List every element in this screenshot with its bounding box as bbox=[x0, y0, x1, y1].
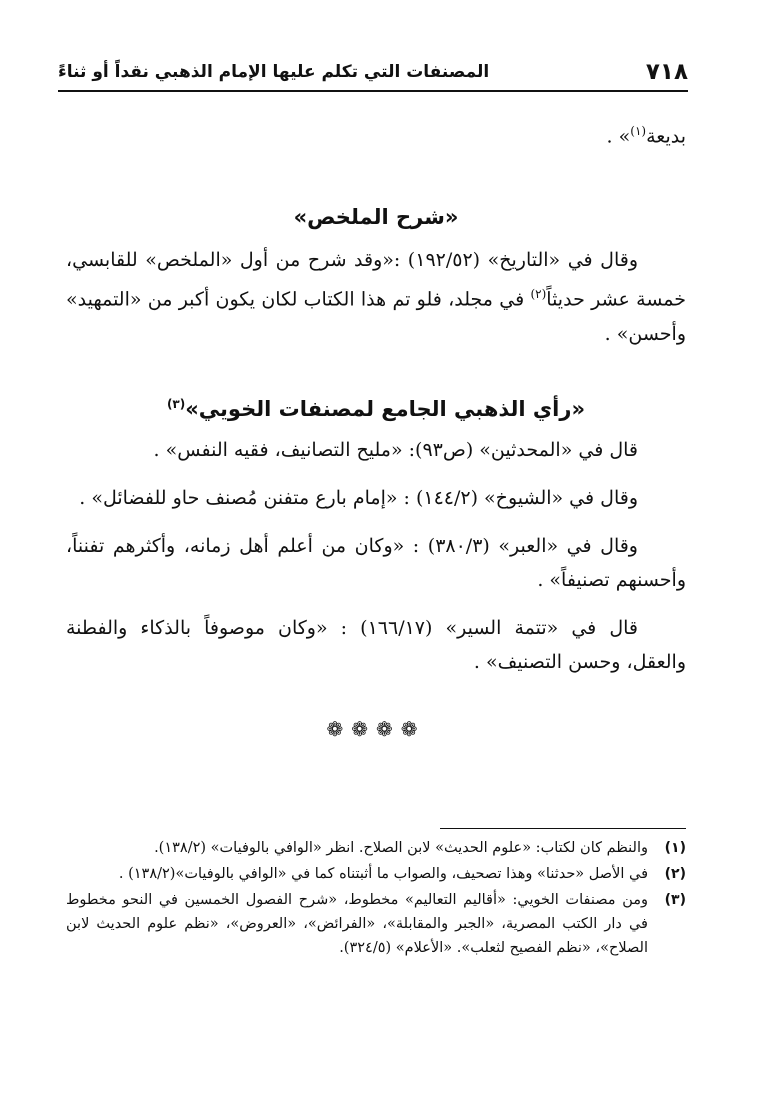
footnote-ref-3: (٣) bbox=[166, 396, 186, 411]
section1-text-b: في مجلد، فلو تم هذا الكتاب لكان يكون أكبر من «التمهيد» وأحسن» . bbox=[66, 288, 686, 345]
section2-heading-text: «رأي الذهبي الجامع لمصنفات الخويي» bbox=[185, 396, 586, 421]
footnote-number: (٢) bbox=[664, 866, 686, 882]
footnote-ref-2: (٢) bbox=[530, 287, 547, 302]
footnote-number: (١) bbox=[664, 840, 686, 856]
page-header bbox=[58, 56, 688, 88]
intro-end: » . bbox=[606, 125, 631, 148]
intro-paragraph bbox=[66, 114, 686, 153]
section1-paragraph bbox=[66, 243, 686, 350]
main-text bbox=[66, 110, 686, 741]
footnote-rule bbox=[440, 828, 686, 829]
footnote-ref-1: (١) bbox=[630, 124, 647, 138]
footnote-3 bbox=[66, 888, 686, 960]
section1-text-a: وقال في «التاريخ» (١٩٢/٥٢) :«وقد شرح من أول «الملخص» للقابسي، خمسة عشر حديثاً bbox=[66, 249, 687, 311]
footnote-text: ومن مصنفات الخويي: «أقاليم التعاليم» مخطوط، «شرح الفصول الخمسين في النحو مخطوط في دار الكتب المصرية، «الجبر والمقابلة»، «الفرائض»، «العروض»، «نظم علوم الحديث لابن الصلاح»، «نظم الفصيح لثعلب». «الأعلام» (٣٢٤/٥). bbox=[66, 892, 648, 956]
footnote-1 bbox=[66, 836, 686, 860]
quote-paragraph-2: وقال في «الشيوخ» (١٤٤/٢) : «إمام بارع متفنن مُصنف حاو للفضائل» . bbox=[79, 486, 638, 509]
footnotes bbox=[66, 836, 686, 962]
footnote-text: والنظم كان لكتاب: «علوم الحديث» لابن الصلاح. انظر «الوافي بالوفيات» (١٣٨/٢). bbox=[154, 840, 648, 856]
section-heading-2 bbox=[66, 397, 686, 421]
section-heading-1: «شرح الملخص» bbox=[293, 205, 459, 230]
quote-paragraph-1: قال في «المحدثين» (ص٩٣): «مليح التصانيف، فقيه النفس» . bbox=[153, 438, 638, 461]
quote-paragraph-3: وقال في «العبر» (٣٨٠/٣) : «وكان من أعلم أهل زمانه، وأكثرهم تفنناً، وأحسنهم تصنيفاً» . bbox=[66, 534, 686, 591]
header-rule bbox=[58, 90, 688, 92]
page-number: ٧١٨ bbox=[645, 59, 688, 85]
footnote-2 bbox=[66, 862, 686, 886]
running-title: المصنفات التي تكلم عليها الإمام الذهبي نقداً أو ثناءً bbox=[58, 62, 490, 82]
quote-paragraph-4: قال في «تتمة السير» (١٦٦/١٧) : «وكان موصوفاً بالذكاء والفطنة والعقل، وحسن التصنيف» . bbox=[66, 616, 686, 673]
footnote-number: (٣) bbox=[664, 892, 686, 908]
footnote-text: في الأصل «حدثنا» وهذا تصحيف، والصواب ما أثبتناه كما في «الوافي بالوفيات»(١٣٨/٢) . bbox=[118, 866, 648, 882]
section-separator: ❁❁❁❁ bbox=[326, 716, 426, 741]
intro-text: بديعة bbox=[646, 125, 686, 148]
